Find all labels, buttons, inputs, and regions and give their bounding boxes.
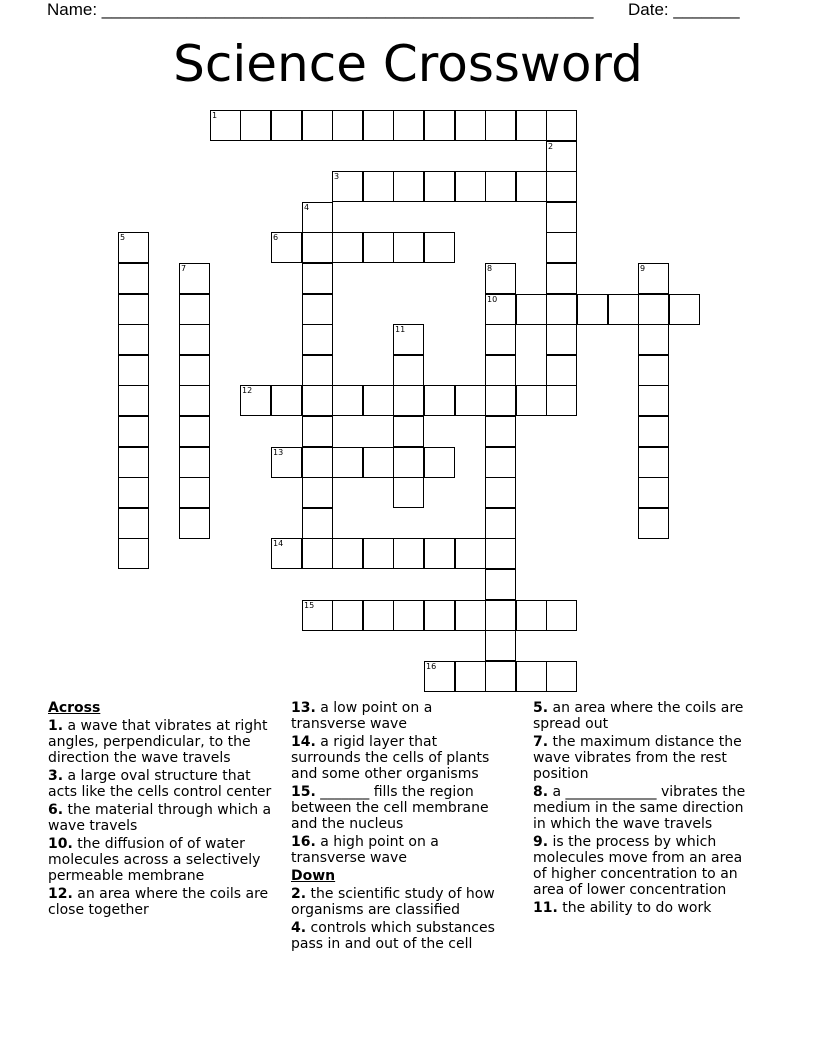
clue-item	[533, 734, 758, 782]
grid-cell[interactable]	[363, 232, 394, 263]
grid-cell[interactable]	[118, 538, 149, 569]
grid-cell[interactable]	[485, 508, 516, 539]
grid-cell[interactable]	[302, 600, 333, 631]
clue-item-text: a large oval structure that acts like the cells control center	[48, 768, 272, 800]
grid-cell[interactable]	[546, 324, 577, 355]
clue-item	[48, 802, 273, 834]
grid-cell[interactable]	[179, 294, 210, 325]
grid-cell[interactable]	[179, 385, 210, 416]
clue-item-number: 1.	[48, 718, 64, 734]
clue-item-number: 15.	[291, 784, 316, 800]
grid-cell[interactable]	[393, 324, 424, 355]
grid-cell[interactable]	[240, 110, 271, 141]
down-clue-list-continued	[533, 700, 758, 916]
grid-cell[interactable]	[546, 171, 577, 202]
grid-cell[interactable]	[302, 477, 333, 508]
clue-number: 15	[304, 601, 315, 610]
clue-item-number: 3.	[48, 768, 64, 784]
grid-cell[interactable]	[302, 447, 333, 478]
clue-item-number: 13.	[291, 700, 316, 716]
clue-item-text: an area where the coils are spread out	[533, 700, 744, 732]
grid-cell[interactable]	[485, 538, 516, 569]
clue-item	[48, 768, 273, 800]
clue-item-text: an area where the coils are close together	[48, 886, 269, 918]
grid-cell[interactable]	[332, 385, 363, 416]
clue-item-number: 14.	[291, 734, 316, 750]
clue-number: 5	[120, 233, 126, 242]
grid-cell[interactable]	[302, 110, 333, 141]
clue-item	[48, 886, 273, 918]
grid-cell[interactable]	[393, 600, 424, 631]
clue-item	[291, 734, 509, 782]
grid-cell[interactable]	[455, 661, 486, 692]
clue-number: 13	[273, 448, 284, 457]
grid-cell[interactable]	[332, 232, 363, 263]
clue-number: 10	[487, 295, 498, 304]
clue-item-number: 10.	[48, 836, 73, 852]
grid-cell[interactable]	[302, 508, 333, 539]
grid-cell[interactable]	[455, 385, 486, 416]
grid-cell[interactable]	[638, 324, 669, 355]
grid-cell[interactable]	[332, 110, 363, 141]
clue-number: 2	[548, 142, 554, 151]
clue-item-text: a low point on a transverse wave	[291, 700, 433, 732]
grid-cell[interactable]	[179, 355, 210, 386]
grid-cell[interactable]	[546, 355, 577, 386]
clue-item-number: 12.	[48, 886, 73, 902]
grid-cell[interactable]	[393, 447, 424, 478]
grid-cell[interactable]	[393, 477, 424, 508]
grid-cell[interactable]	[485, 416, 516, 447]
grid-cell[interactable]	[638, 263, 669, 294]
grid-cell[interactable]	[332, 538, 363, 569]
clue-item-text: the ability to do work	[557, 900, 712, 916]
grid-cell[interactable]	[118, 324, 149, 355]
grid-cell[interactable]	[608, 294, 639, 325]
clue-number: 11	[395, 325, 406, 334]
grid-cell[interactable]	[516, 294, 547, 325]
grid-cell[interactable]	[332, 171, 363, 202]
clue-item-number: 7.	[533, 734, 549, 750]
grid-cell[interactable]	[546, 600, 577, 631]
grid-cell[interactable]	[546, 661, 577, 692]
clues-column-1	[48, 700, 273, 920]
grid-cell[interactable]	[302, 294, 333, 325]
clue-item-number: 16.	[291, 834, 316, 850]
date-field: Date: _______	[628, 0, 740, 19]
across-clue-list-continued	[291, 700, 509, 866]
clue-item-text: a wave that vibrates at right angles, perpendicular, to the direction the wave travels	[48, 718, 268, 766]
grid-cell[interactable]	[179, 447, 210, 478]
grid-cell[interactable]	[393, 416, 424, 447]
grid-cell[interactable]	[455, 110, 486, 141]
grid-cell[interactable]	[638, 385, 669, 416]
grid-cell[interactable]	[424, 538, 455, 569]
clue-item-text: controls which substances pass in and out of the cell	[291, 920, 495, 952]
clue-item	[291, 920, 509, 952]
grid-cell[interactable]	[485, 661, 516, 692]
grid-cell[interactable]	[302, 385, 333, 416]
grid-cell[interactable]	[363, 447, 394, 478]
clue-item	[533, 900, 758, 916]
clue-item	[533, 834, 758, 898]
grid-cell[interactable]	[210, 110, 241, 141]
clue-item-number: 5.	[533, 700, 549, 716]
grid-cell[interactable]	[271, 110, 302, 141]
clue-number: 9	[640, 264, 646, 273]
grid-cell[interactable]	[638, 508, 669, 539]
grid-cell[interactable]	[363, 600, 394, 631]
clue-item-number: 6.	[48, 802, 64, 818]
grid-cell[interactable]	[546, 294, 577, 325]
grid-cell[interactable]	[118, 447, 149, 478]
grid-cell[interactable]	[485, 477, 516, 508]
clue-item-number: 11.	[533, 900, 558, 916]
clue-item-text: is the process by which molecules move from an area of higher concentration to an area of lower concentration	[533, 834, 743, 898]
grid-cell[interactable]	[638, 447, 669, 478]
grid-cell[interactable]	[516, 171, 547, 202]
grid-cell[interactable]	[516, 110, 547, 141]
grid-cell[interactable]	[424, 661, 455, 692]
grid-cell[interactable]	[485, 355, 516, 386]
clue-item	[291, 700, 509, 732]
grid-cell[interactable]	[424, 232, 455, 263]
clue-item	[48, 836, 273, 884]
clue-item-text: a rigid layer that surrounds the cells of plants and some other organisms	[291, 734, 490, 782]
grid-cell[interactable]	[271, 232, 302, 263]
down-clue-list	[291, 886, 509, 952]
grid-cell[interactable]	[485, 110, 516, 141]
grid-cell[interactable]	[302, 263, 333, 294]
clue-item	[291, 784, 509, 832]
grid-cell[interactable]	[516, 385, 547, 416]
name-field: Name: ____________________________________________________	[47, 0, 594, 19]
grid-cell[interactable]	[485, 294, 516, 325]
grid-cell[interactable]	[240, 385, 271, 416]
grid-cell[interactable]	[638, 477, 669, 508]
clue-item	[291, 886, 509, 918]
grid-cell[interactable]	[118, 294, 149, 325]
grid-cell[interactable]	[179, 324, 210, 355]
grid-cell[interactable]	[546, 141, 577, 172]
grid-cell[interactable]	[118, 416, 149, 447]
grid-cell[interactable]	[271, 538, 302, 569]
clue-item-text: _______ fills the region between the cell membrane and the nucleus	[291, 784, 489, 832]
grid-cell[interactable]	[485, 630, 516, 661]
grid-cell[interactable]	[424, 447, 455, 478]
clue-number: 14	[273, 539, 284, 548]
grid-cell[interactable]	[546, 263, 577, 294]
grid-cell[interactable]	[424, 171, 455, 202]
grid-cell[interactable]	[363, 110, 394, 141]
clues-column-3	[533, 700, 758, 918]
grid-cell[interactable]	[577, 294, 608, 325]
grid-cell[interactable]	[516, 661, 547, 692]
grid-cell[interactable]	[302, 202, 333, 233]
grid-cell[interactable]	[393, 232, 424, 263]
grid-cell[interactable]	[302, 355, 333, 386]
grid-cell[interactable]	[669, 294, 700, 325]
grid-cell[interactable]	[485, 569, 516, 600]
grid-cell[interactable]	[485, 263, 516, 294]
grid-cell[interactable]	[179, 477, 210, 508]
clue-item-number: 2.	[291, 886, 307, 902]
grid-cell[interactable]	[393, 538, 424, 569]
clue-item-number: 9.	[533, 834, 549, 850]
clue-item-text: the material through which a wave travels	[48, 802, 272, 834]
grid-cell[interactable]	[455, 171, 486, 202]
grid-cell[interactable]	[118, 477, 149, 508]
grid-cell[interactable]	[179, 508, 210, 539]
grid-cell[interactable]	[546, 110, 577, 141]
grid-cell[interactable]	[302, 232, 333, 263]
grid-cell[interactable]	[455, 538, 486, 569]
clue-number: 3	[334, 172, 340, 181]
clue-number: 7	[181, 264, 187, 273]
grid-cell[interactable]	[179, 416, 210, 447]
grid-cell[interactable]	[332, 447, 363, 478]
grid-cell[interactable]	[363, 171, 394, 202]
grid-cell[interactable]	[638, 416, 669, 447]
grid-cell[interactable]	[118, 508, 149, 539]
across-clue-list	[48, 718, 273, 918]
grid-cell[interactable]	[424, 600, 455, 631]
page-title: Science Crossword	[173, 35, 643, 93]
grid-cell[interactable]	[393, 355, 424, 386]
grid-cell[interactable]	[546, 385, 577, 416]
grid-cell[interactable]	[271, 385, 302, 416]
clue-number: 16	[426, 662, 437, 671]
grid-cell[interactable]	[485, 385, 516, 416]
grid-cell[interactable]	[179, 263, 210, 294]
clue-item-text: the maximum distance the wave vibrates from the rest position	[533, 734, 742, 782]
grid-cell[interactable]	[546, 232, 577, 263]
grid-cell[interactable]	[363, 385, 394, 416]
grid-cell[interactable]	[271, 447, 302, 478]
grid-cell[interactable]	[393, 385, 424, 416]
grid-cell[interactable]	[118, 263, 149, 294]
clue-item-text: the scientific study of how organisms are classified	[291, 886, 495, 918]
grid-cell[interactable]	[424, 385, 455, 416]
grid-cell[interactable]	[302, 324, 333, 355]
grid-cell[interactable]	[638, 294, 669, 325]
grid-cell[interactable]	[638, 355, 669, 386]
grid-cell[interactable]	[118, 385, 149, 416]
grid-cell[interactable]	[546, 202, 577, 233]
grid-cell[interactable]	[424, 110, 455, 141]
grid-cell[interactable]	[302, 416, 333, 447]
clue-number: 12	[242, 386, 253, 395]
grid-cell[interactable]	[485, 600, 516, 631]
clue-item	[48, 718, 273, 766]
down-heading: Down	[291, 868, 336, 884]
clue-number: 1	[212, 111, 218, 120]
grid-cell[interactable]	[485, 171, 516, 202]
clue-item-text: a high point on a transverse wave	[291, 834, 439, 866]
grid-cell[interactable]	[485, 447, 516, 478]
grid-cell[interactable]	[118, 355, 149, 386]
clue-item	[291, 834, 509, 866]
grid-cell[interactable]	[332, 600, 363, 631]
grid-cell[interactable]	[485, 324, 516, 355]
clue-item-number: 4.	[291, 920, 307, 936]
clue-item	[533, 700, 758, 732]
clue-item-text: a _____________ vibrates the medium in the same direction in which the wave travels	[533, 784, 746, 832]
across-heading: Across	[48, 700, 101, 716]
clue-number: 4	[304, 203, 310, 212]
grid-cell[interactable]	[393, 171, 424, 202]
grid-cell[interactable]	[516, 600, 547, 631]
clue-item-text: the diffusion of of water molecules across a selectively permeable membrane	[48, 836, 261, 884]
grid-cell[interactable]	[302, 538, 333, 569]
clue-item	[533, 784, 758, 832]
clues-column-2	[291, 700, 509, 954]
clue-item-number: 8.	[533, 784, 549, 800]
grid-cell[interactable]	[118, 232, 149, 263]
grid-cell[interactable]	[363, 538, 394, 569]
grid-cell[interactable]	[393, 110, 424, 141]
clue-number: 6	[273, 233, 279, 242]
clue-number: 8	[487, 264, 493, 273]
grid-cell[interactable]	[455, 600, 486, 631]
